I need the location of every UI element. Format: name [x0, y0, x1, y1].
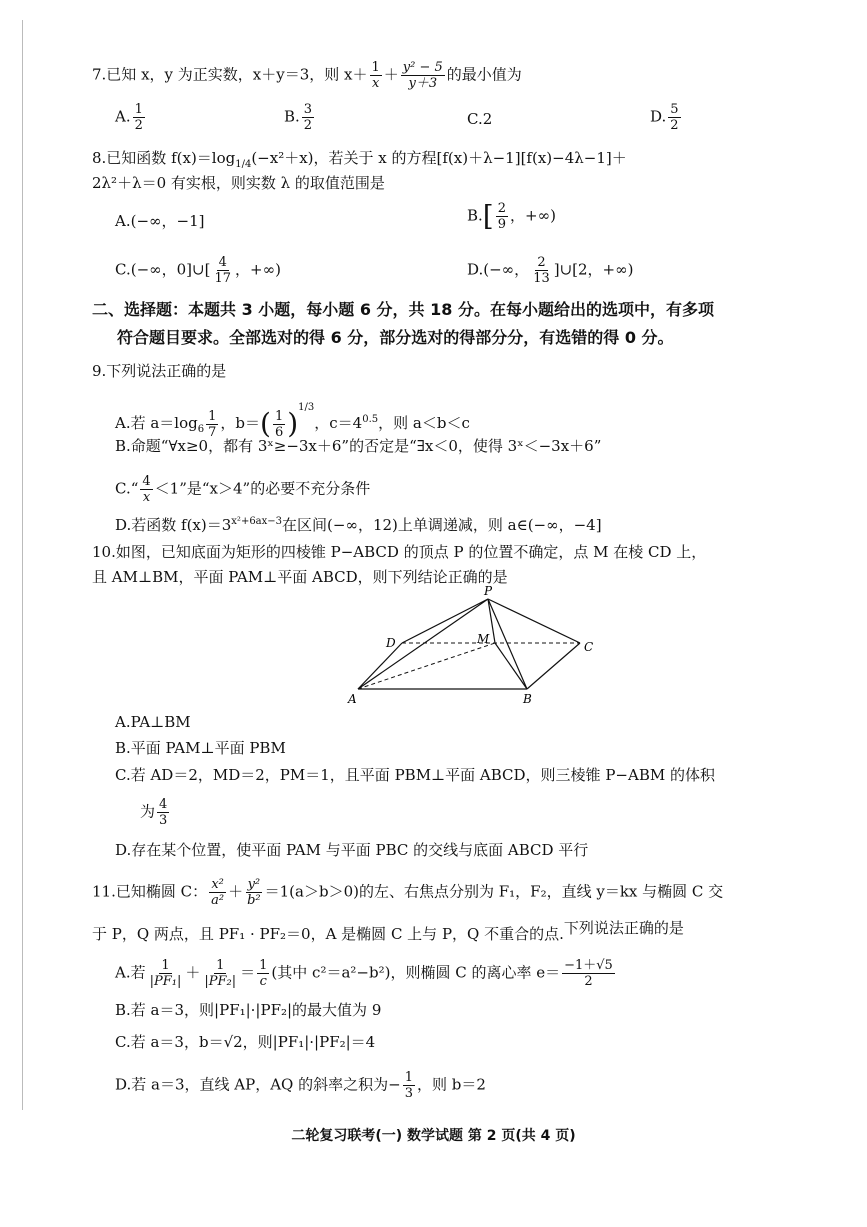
- q9-option-c-pre: C.“: [115, 479, 139, 498]
- section2-heading-line1: 二、选择题：本题共 3 小题，每小题 6 分，共 18 分。在每小题给出的选项中，有多项: [92, 300, 714, 319]
- q9-option-a-base: 6: [197, 424, 205, 435]
- margin-line: [22, 20, 23, 1110]
- q9-option-c: [115, 474, 370, 505]
- q11-option-a-frac3: [257, 958, 269, 989]
- q11-option-c: C.若 a＝3，b＝√2，则|PF₁|·|PF₂|＝4: [115, 1033, 376, 1051]
- q7-option-b-den: 2: [303, 118, 313, 133]
- q7-option-b-label: B.: [284, 107, 300, 126]
- q7-option-d-num: 5: [670, 102, 679, 117]
- q8-option-c: [115, 255, 281, 286]
- q11-stem-line1: [92, 877, 723, 908]
- q9-option-d-exp: x²+6ax−3: [231, 516, 283, 527]
- q7-option-c: C.2: [467, 110, 493, 128]
- q7-frac2: [401, 60, 445, 91]
- q9-option-a-lparen: (: [260, 407, 271, 440]
- q11-option-a-d1: |PF₁|: [149, 974, 182, 989]
- section2-heading-line2: 符合题目要求。全部选对的得 6 分，部分选对的得部分分，有选错的得 0 分。: [117, 328, 674, 347]
- q8-option-c-post: ，+∞): [235, 260, 281, 279]
- q8-option-d: [467, 255, 633, 286]
- q7-prefix: 7.已知: [92, 65, 137, 84]
- q9-option-a-exp: 1/3: [298, 402, 315, 413]
- q7-option-a-label: A.: [115, 107, 131, 126]
- q7-plus: ＋: [383, 65, 399, 84]
- q11-line1-pre: 11.已知椭圆 C：: [92, 882, 208, 901]
- q9-option-a-mid: ，b＝: [220, 414, 261, 432]
- q9-option-c-frac: [140, 474, 152, 505]
- q10-stem-line2: 且 AM⊥BM，平面 PAM⊥平面 ABCD，则下列结论正确的是: [92, 568, 508, 586]
- q8-log-base: 1/4: [235, 159, 252, 170]
- q8-option-c-frac: [212, 255, 233, 286]
- q11-option-a-pre: A.若: [115, 963, 146, 982]
- edge-pd: [402, 599, 488, 643]
- q10-option-c-frac: [157, 797, 169, 828]
- label-b: B: [523, 692, 532, 706]
- q9-option-c-post: ＜1”是“x＞4”的必要不充分条件: [154, 479, 371, 498]
- q11-option-a-n2: 1: [216, 958, 225, 973]
- edge-pa: [358, 599, 488, 689]
- q10-stem-line1: 10.如图，已知底面为矩形的四棱锥 P−ABCD 的顶点 P 的位置不确定，点 M 在棱 CD 上，: [92, 543, 707, 561]
- q7-suffix: 的最小值为: [446, 65, 522, 84]
- q7-option-b-num: 3: [303, 102, 313, 117]
- q11-option-a-frac1: [148, 958, 184, 989]
- q11-option-a-d2: |PF₂|: [204, 974, 237, 989]
- q11-line2-tail: 下列说法正确的是: [563, 919, 684, 937]
- pyramid-figure: [340, 585, 600, 710]
- q9-option-a-frac: [206, 409, 218, 440]
- q7-option-a-den: 2: [134, 118, 143, 133]
- q9-stem: 9.下列说法正确的是: [92, 362, 227, 380]
- q11-ellipse-plus: ＋: [228, 882, 244, 901]
- q10-option-c-den: 3: [159, 813, 168, 828]
- q11-stem-line2: [92, 918, 684, 944]
- q11-option-d-frac: [403, 1070, 415, 1101]
- q7-frac2-num: y² − 5: [402, 60, 443, 75]
- label-m: M: [477, 632, 490, 646]
- edge-pc: [488, 599, 580, 643]
- q10-option-b: B.平面 PAM⊥平面 PBM: [115, 739, 286, 757]
- q8-stem-line1: [92, 148, 627, 175]
- label-p: P: [484, 585, 493, 598]
- q7-option-a-frac: [133, 102, 145, 133]
- q8-option-c-label: C.: [115, 260, 131, 279]
- q11-ellipse-frac2: [245, 877, 263, 908]
- q9-option-a-bfrac: [273, 409, 285, 440]
- q7-option-d-label: D.: [650, 107, 667, 126]
- q8-option-b-label: B.: [467, 206, 483, 225]
- label-d: D: [386, 636, 396, 650]
- q11-option-a-frac2: [202, 958, 238, 989]
- q9-option-d-pre: D.若函数 f(x)＝3: [115, 516, 232, 534]
- q8-option-b-num: 2: [497, 201, 507, 216]
- q8-option-c-den: 17: [214, 271, 231, 286]
- q9-option-a-bnum: 1: [274, 408, 284, 424]
- q11-option-b: B.若 a＝3，则|PF₁|·|PF₂|的最大值为 9: [115, 1001, 382, 1019]
- edge-bc: [527, 643, 580, 689]
- q8-option-d-post: ]∪[2，+∞): [553, 260, 634, 279]
- edge-pb: [488, 599, 527, 689]
- q7-option-a-num: 1: [134, 102, 143, 117]
- q10-option-d: D.存在某个位置，使平面 PAM 与平面 PBC 的交线与底面 ABCD 平行: [115, 841, 589, 859]
- q7-condition: x，y 为正实数，x＋y＝3，则 x＋: [136, 65, 368, 84]
- q7-option-d-frac: [668, 102, 680, 133]
- q7-frac1-num: 1: [371, 60, 380, 75]
- q11-option-a-d4: 2: [584, 974, 593, 989]
- q8-option-b-frac: [496, 201, 508, 232]
- q9-option-c-den: x: [142, 490, 151, 505]
- q10-option-a: A.PA⊥BM: [115, 713, 191, 731]
- q11-ellipse-frac1: [209, 877, 226, 908]
- q9-option-a-pre: A.若 a＝log: [115, 414, 198, 432]
- q9-option-a-fden: 7: [208, 424, 217, 440]
- q11-option-d-num: 1: [404, 1070, 413, 1085]
- q11-option-a-plus: ＋: [185, 963, 201, 982]
- q8-option-d-label: D.: [467, 260, 484, 279]
- q9-option-d-post: 在区间(−∞，12)上单调递减，则 a∈(−∞，−4]: [282, 516, 602, 534]
- q11-option-a: [115, 958, 617, 989]
- q10-option-c: C.若 AD＝2，MD＝2，PM＝1，且平面 PBM⊥平面 ABCD，则三棱锥 P−ABM 的体积: [115, 766, 715, 784]
- q11-ellipse-num2: y²: [247, 877, 261, 892]
- label-c: C: [584, 640, 594, 654]
- edge-am-hidden: [358, 643, 495, 689]
- q11-line1-post: ＝1(a＞b＞0)的左、右焦点分别为 F₁，F₂，直线 y＝kx 与椭圆 C 交: [264, 882, 724, 901]
- q7-option-a: [115, 102, 147, 133]
- q7-option-d-den: 2: [670, 118, 679, 133]
- q11-option-a-n1: 1: [161, 958, 170, 973]
- q11-ellipse-num1: x²: [211, 877, 224, 892]
- q11-line2: 于 P，Q 两点，且 PF₁ · PF₂＝0，A 是椭圆 C 上与 P，Q 不重合的点.: [92, 925, 564, 943]
- q7-frac2-den: y＋3: [408, 76, 438, 91]
- q7-option-b: [284, 102, 316, 133]
- q9-option-a-fnum: 1: [208, 408, 217, 424]
- q11-option-d: [115, 1070, 486, 1101]
- q8-option-b-post: ，+∞): [510, 206, 556, 225]
- q7-option-b-frac: [302, 102, 314, 133]
- q8-option-b: [467, 201, 556, 232]
- edge-mb: [495, 643, 527, 689]
- q11-option-a-d3: c: [259, 974, 267, 989]
- q8-option-a: A.(−∞，−1]: [115, 212, 205, 230]
- q11-option-d-post: ，则 b＝2: [416, 1075, 486, 1094]
- q11-option-d-den: 3: [404, 1086, 413, 1101]
- q8-option-b-den: 9: [497, 217, 507, 232]
- q11-option-d-pre: D.若 a＝3，直线 AP，AQ 的斜率之积为−: [115, 1075, 401, 1094]
- q8-option-d-pre: (−∞，: [483, 260, 530, 279]
- q8-option-d-num: 2: [537, 255, 546, 270]
- page-footer: 二轮复习联考(一) 数学试题 第 2 页(共 4 页): [291, 1128, 576, 1144]
- q7-frac1: [370, 60, 382, 91]
- q8-option-d-frac: [531, 255, 552, 286]
- q9-option-c-num: 4: [142, 474, 151, 489]
- q10-option-c-num: 4: [159, 797, 168, 812]
- q9-option-a-cexp: 0.5: [362, 414, 379, 425]
- q11-option-a-mid: (其中 c²＝a²−b²)，则椭圆 C 的离心率 e＝: [271, 963, 561, 982]
- q7-stem: [92, 60, 522, 91]
- q8-option-c-pre: (−∞，0]∪[: [130, 260, 211, 279]
- q7-option-d: [650, 102, 683, 133]
- q11-option-a-frac4: [562, 958, 615, 989]
- q8-option-c-num: 4: [218, 255, 227, 270]
- q11-option-a-n3: 1: [259, 958, 268, 973]
- q7-frac1-den: x: [371, 76, 380, 91]
- q8-stem-line2: 2λ²＋λ＝0 有实根，则实数 λ 的取值范围是: [92, 174, 385, 192]
- q11-ellipse-den2: b²: [247, 893, 261, 908]
- q8-option-b-bracket: [: [482, 199, 494, 233]
- q11-option-a-eq: ＝: [240, 963, 256, 982]
- q9-option-d: [115, 512, 602, 535]
- q9-option-a: [115, 398, 470, 440]
- q9-option-a-end: ，则 a＜b＜c: [378, 414, 470, 432]
- q9-option-a-bden: 6: [274, 424, 284, 440]
- q10-option-c-pre: 为: [140, 802, 156, 821]
- q8-option-d-den: 13: [533, 271, 550, 286]
- label-a: A: [348, 692, 357, 706]
- q9-option-a-post: ，c＝4: [314, 414, 363, 432]
- q8-line1: 8.已知函数 f(x)＝log: [92, 149, 236, 167]
- q11-option-a-n4: −1＋√5: [564, 958, 613, 973]
- q9-option-a-rparen: ): [287, 407, 299, 440]
- q11-ellipse-den1: a²: [211, 893, 225, 908]
- q9-option-b: B.命题“∀x≥0，都有 3ˣ≥−3x＋6”的否定是“∃x＜0，使得 3ˣ＜−3x＋6”: [115, 437, 602, 455]
- q8-line1b: (−x²＋x)，若关于 x 的方程[f(x)＋λ−1][f(x)−4λ−1]＋: [251, 149, 627, 167]
- q10-option-c-cont: [140, 797, 171, 828]
